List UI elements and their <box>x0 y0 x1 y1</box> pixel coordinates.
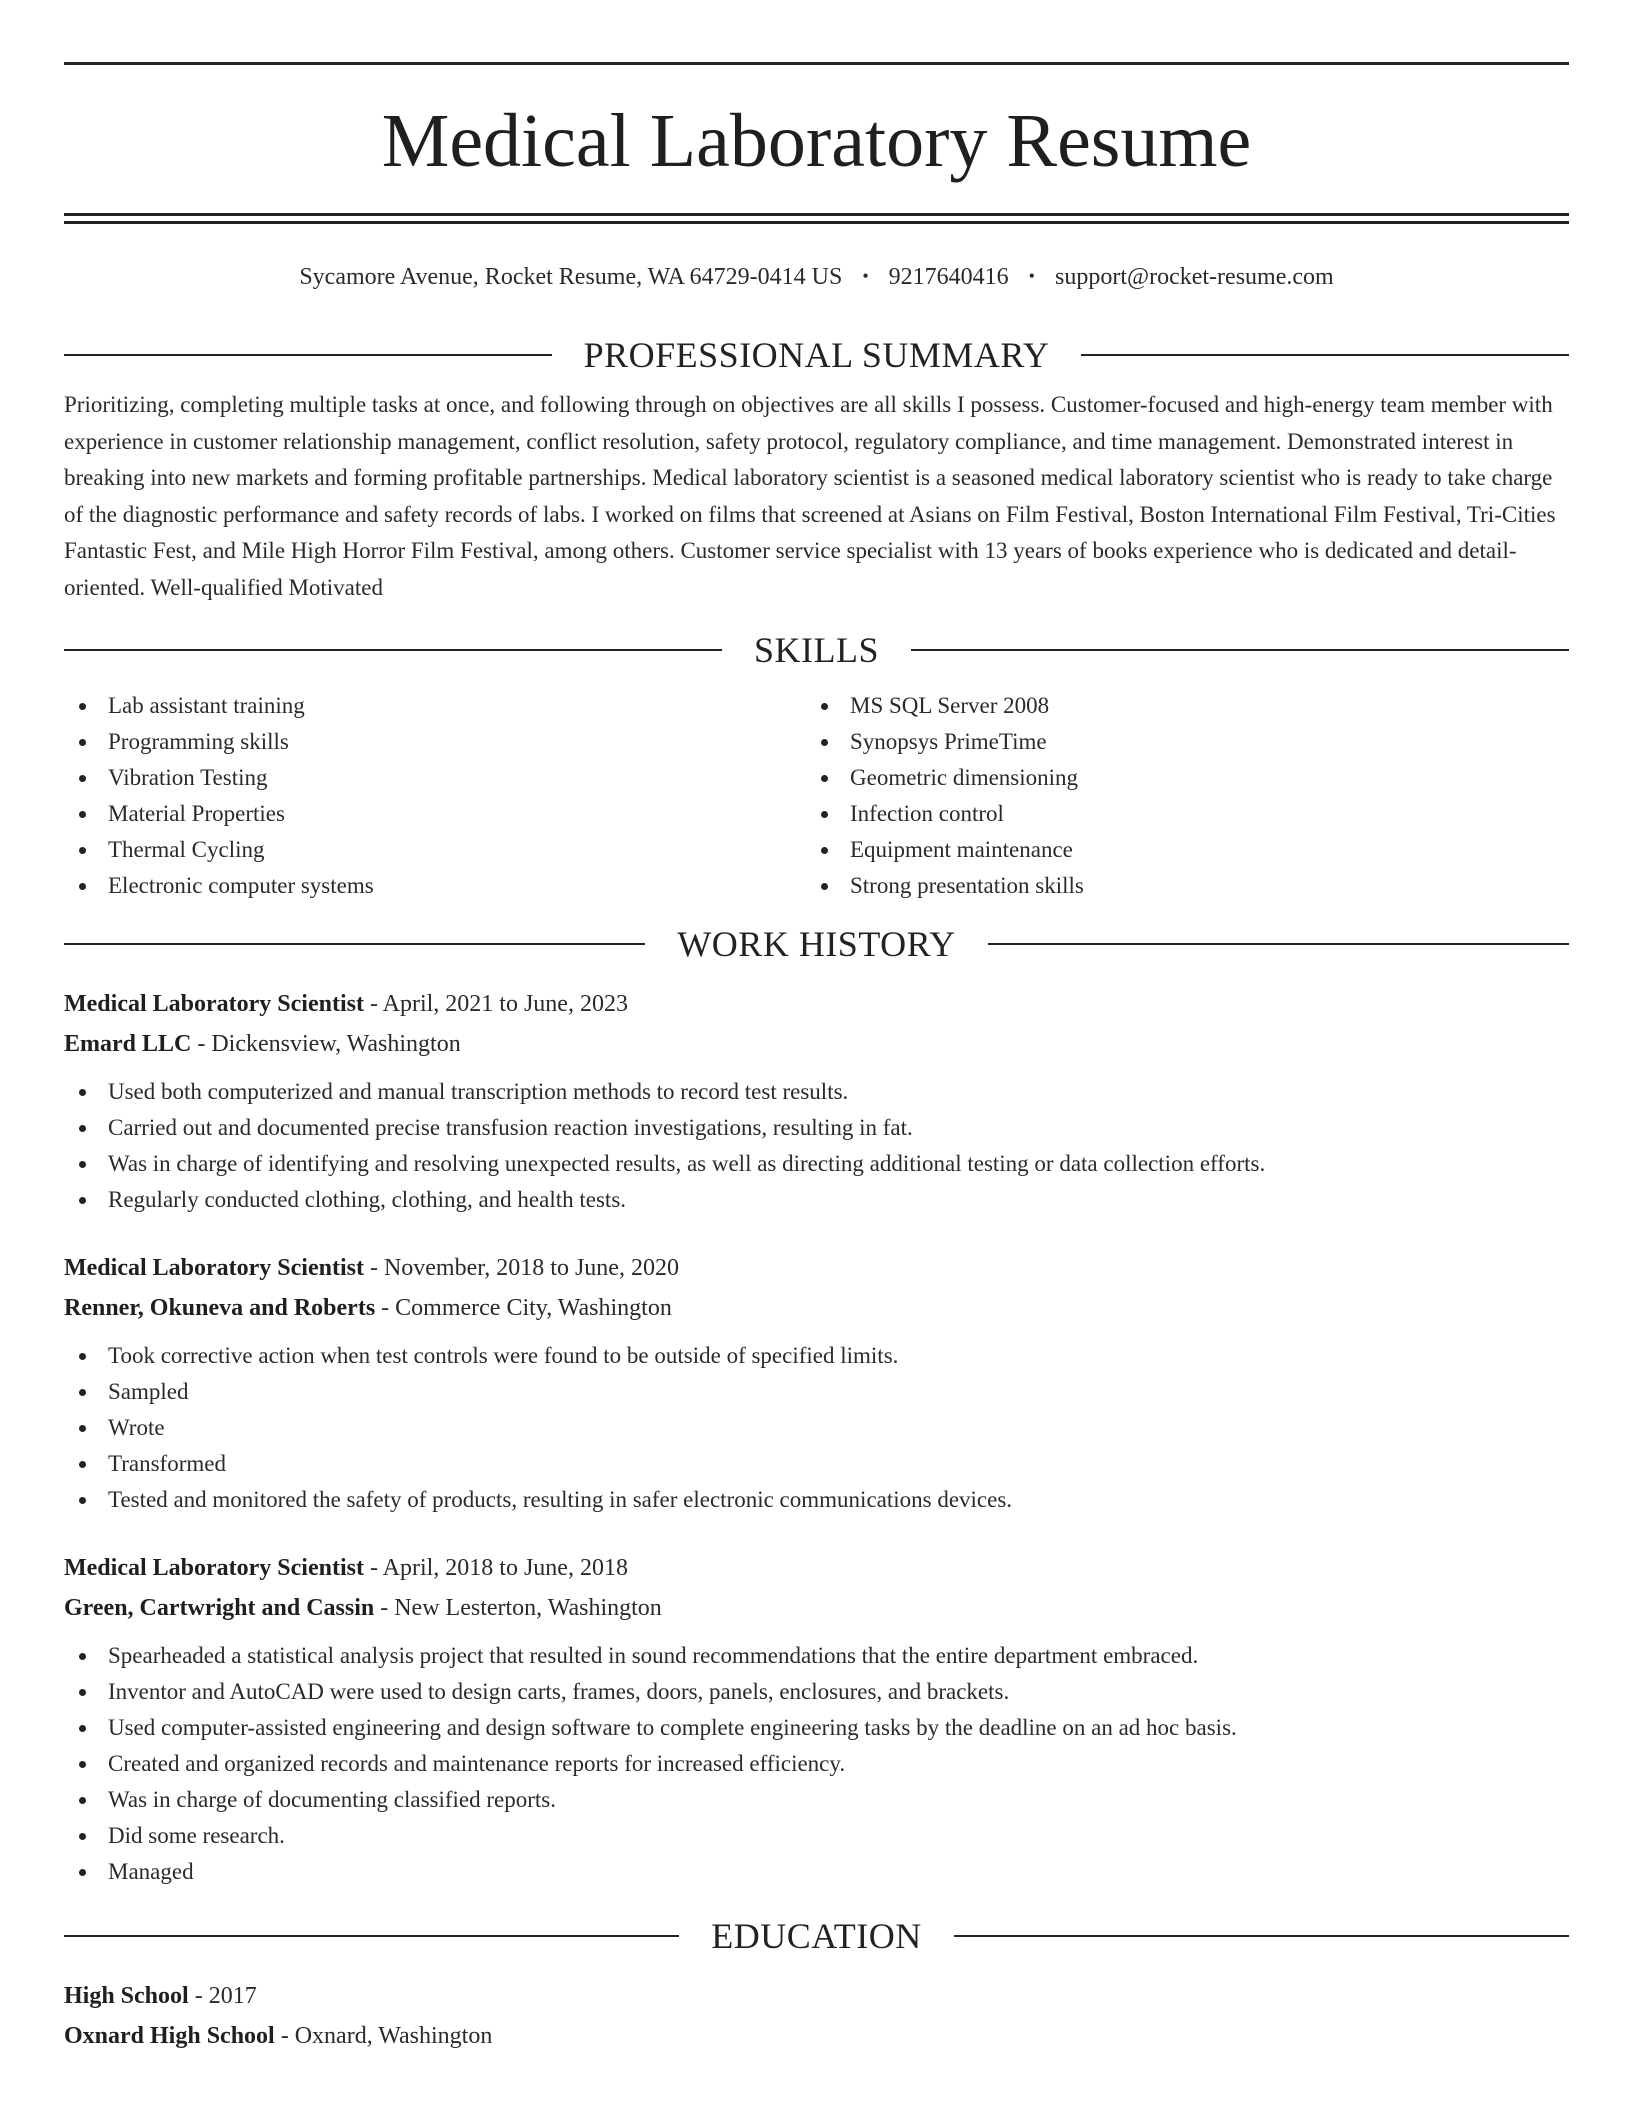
job-location: - New Lesterton, Washington <box>374 1595 662 1621</box>
job-bullet: Wrote <box>64 1410 1569 1446</box>
skill-item: Lab assistant training <box>64 688 374 724</box>
skill-item: Vibration Testing <box>64 760 374 796</box>
job-entry <box>64 984 1569 1218</box>
job-title: Medical Laboratory Scientist <box>64 1255 364 1281</box>
skill-item: Thermal Cycling <box>64 832 374 868</box>
education-location: - Oxnard, Washington <box>274 2023 493 2049</box>
skill-item: Programming skills <box>64 724 374 760</box>
job-company-line <box>64 1024 1569 1064</box>
job-bullet: Spearheaded a statistical analysis project that resulted in sound recommendations that the entire department embraced. <box>64 1638 1569 1674</box>
skill-item: Geometric dimensioning <box>806 760 1084 796</box>
contact-separator: • <box>1028 266 1035 286</box>
education-degree-line <box>64 1976 1569 2016</box>
title-double-rule <box>64 213 1569 224</box>
job-bullets <box>64 1338 1569 1518</box>
job-title-line <box>64 1248 1569 1288</box>
job-entry <box>64 1548 1569 1890</box>
contact-separator: • <box>862 266 869 286</box>
section-header-education <box>64 1914 1569 1958</box>
skill-item: Infection control <box>806 796 1084 832</box>
job-title-line <box>64 984 1569 1024</box>
education-school: Oxnard High School <box>64 2023 275 2049</box>
section-header-work <box>64 922 1569 966</box>
section-rule <box>64 649 722 651</box>
resume-page <box>64 62 1569 2056</box>
section-header-skills <box>64 628 1569 672</box>
job-bullet: Transformed <box>64 1446 1569 1482</box>
section-header-summary <box>64 333 1569 377</box>
contact-line <box>64 262 1569 293</box>
section-title: SKILLS <box>754 630 880 670</box>
job-company-line <box>64 1288 1569 1328</box>
section-rule <box>64 943 645 945</box>
job-bullet: Was in charge of documenting classified reports. <box>64 1782 1569 1818</box>
job-location: - Dickensview, Washington <box>191 1031 461 1057</box>
job-title-line <box>64 1548 1569 1588</box>
job-bullet: Created and organized records and maintenance reports for increased efficiency. <box>64 1746 1569 1782</box>
skill-item: Electronic computer systems <box>64 868 374 904</box>
education-year: - 2017 <box>188 1983 257 2009</box>
skill-item: Synopsys PrimeTime <box>806 724 1084 760</box>
section-title: EDUCATION <box>711 1916 922 1956</box>
section-title: WORK HISTORY <box>677 924 956 964</box>
skill-item: MS SQL Server 2008 <box>806 688 1084 724</box>
resume-title: Medical Laboratory Resume <box>381 99 1252 183</box>
job-dates: - November, 2018 to June, 2020 <box>363 1255 679 1281</box>
education-entry <box>64 1976 1569 2056</box>
job-bullet: Was in charge of identifying and resolving unexpected results, as well as directing additional testing or data collection efforts. <box>64 1146 1569 1182</box>
skill-item: Strong presentation skills <box>806 868 1084 904</box>
job-entry <box>64 1248 1569 1518</box>
job-bullet: Tested and monitored the safety of products, resulting in safer electronic communications devices. <box>64 1482 1569 1518</box>
job-bullet: Managed <box>64 1854 1569 1890</box>
education-school-line <box>64 2016 1569 2056</box>
job-company-line <box>64 1588 1569 1628</box>
section-rule <box>954 1935 1569 1937</box>
summary-paragraph: Prioritizing, completing multiple tasks at once, and following through on objectives are all skills I possess. Customer-focused and high-energy team member with experience in customer relationship management, conflict resolution, safety protocol, regulatory compliance, and time management. Demonstrated interest in breaking into new markets and forming profitable partnerships. Medical laboratory scientist is a seasoned medical laboratory scientist who is ready to take charge of the diagnostic performance and safety records of labs. I worked on films that screened at Asians on Film Festival, Boston International Film Festival, Tri-Cities Fantastic Fest, and Mile High Horror Film Festival, among others. Customer service specialist with 13 years of books experience who is dedicated and detail-oriented. Well-qualified Motivated <box>64 392 1556 600</box>
contact-email: support@rocket-resume.com <box>1054 264 1334 290</box>
job-title: Medical Laboratory Scientist <box>64 991 364 1017</box>
job-bullet: Took corrective action when test controls were found to be outside of specified limits. <box>64 1338 1569 1374</box>
job-dates: - April, 2018 to June, 2018 <box>363 1555 628 1581</box>
job-bullet: Used both computerized and manual transcription methods to record test results. <box>64 1074 1569 1110</box>
job-bullet: Regularly conducted clothing, clothing, and health tests. <box>64 1182 1569 1218</box>
section-rule <box>988 943 1569 945</box>
job-bullet: Carried out and documented precise transfusion reaction investigations, resulting in fat. <box>64 1110 1569 1146</box>
job-company: Emard LLC <box>64 1031 192 1057</box>
job-title: Medical Laboratory Scientist <box>64 1555 364 1581</box>
section-rule <box>1081 354 1569 356</box>
job-company: Renner, Okuneva and Roberts <box>64 1295 376 1321</box>
skill-item: Material Properties <box>64 796 374 832</box>
job-bullets <box>64 1074 1569 1218</box>
section-title: PROFESSIONAL SUMMARY <box>583 335 1050 375</box>
section-rule <box>911 649 1569 651</box>
contact-phone: 9217640416 <box>888 264 1009 290</box>
skills-column-left <box>64 688 374 904</box>
section-rule <box>64 354 552 356</box>
section-rule <box>64 1935 679 1937</box>
job-bullet: Did some research. <box>64 1818 1569 1854</box>
job-bullet: Used computer-assisted engineering and design software to complete engineering tasks by the deadline on an ad hoc basis. <box>64 1710 1569 1746</box>
job-company: Green, Cartwright and Cassin <box>64 1595 375 1621</box>
job-location: - Commerce City, Washington <box>375 1295 672 1321</box>
education-degree: High School <box>64 1983 189 2009</box>
job-dates: - April, 2021 to June, 2023 <box>363 991 628 1017</box>
job-bullet: Inventor and AutoCAD were used to design carts, frames, doors, panels, enclosures, and brackets. <box>64 1674 1569 1710</box>
skills-list <box>64 688 1569 904</box>
skill-item: Equipment maintenance <box>806 832 1084 868</box>
job-bullet: Sampled <box>64 1374 1569 1410</box>
skills-column-right <box>806 688 1084 904</box>
job-bullets <box>64 1638 1569 1890</box>
contact-address: Sycamore Avenue, Rocket Resume, WA 64729-0414 US <box>299 264 843 290</box>
